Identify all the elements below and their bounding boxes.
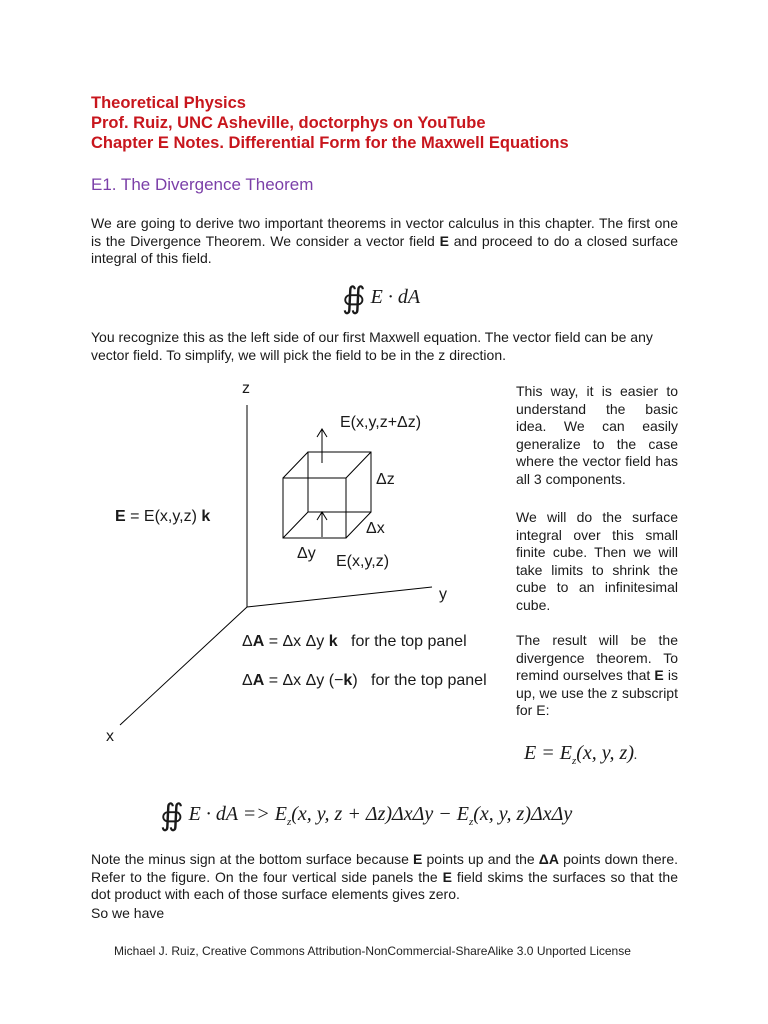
section-title: E1. The Divergence Theorem xyxy=(91,175,314,194)
eq3-subscript-2: z xyxy=(468,816,474,828)
eq3-lhs: E · dA xyxy=(188,803,238,825)
note-bold-da: ΔA xyxy=(538,851,559,867)
x-axis xyxy=(120,607,247,725)
top-field-label: E(x,y,z+Δz) xyxy=(340,414,422,431)
equation-closed-surface-integral xyxy=(342,276,421,315)
side-p3-bold-e: E xyxy=(654,667,664,683)
header-line-1: Theoretical Physics xyxy=(91,94,246,112)
da-bottom-post: ) for the top panel xyxy=(352,672,487,689)
da-top-post: for the top panel xyxy=(337,633,467,650)
eq3-end: (x, y, z)ΔxΔy xyxy=(473,803,573,825)
eq2-lhs: E = E xyxy=(524,742,572,764)
field-definition xyxy=(115,508,210,526)
note-text-g: field skims the surfaces so that the dot product with each of those surface elements gives zero. xyxy=(91,868,678,902)
cube xyxy=(283,452,371,538)
da-bottom-delta: Δ xyxy=(242,672,253,689)
da-bottom-mid: = Δx Δy (− xyxy=(264,672,344,689)
side-p3-text-a: The result will be the divergence theorem. To remind ourselves that xyxy=(516,632,678,683)
note-text-a: Note the minus sign at the bottom surface because xyxy=(91,851,414,867)
header-line-3: Chapter E Notes. Differential Form for the Maxwell Equations xyxy=(91,134,569,152)
dz-label: Δz xyxy=(376,471,395,488)
equation-surface-integral-result xyxy=(160,793,573,832)
side-paragraph-2: We will do the surface integral over this small finite cube. Then we will take limits to shrink the cube to an infinitesimal cube. xyxy=(516,509,678,613)
dy-label: Δy xyxy=(297,545,316,562)
eq3-subscript-1: z xyxy=(286,816,292,828)
eq2-subscript: z xyxy=(571,755,577,767)
bottom-field-label: E(x,y,z) xyxy=(336,553,390,570)
y-axis-label: y xyxy=(439,586,447,603)
field-def-e: E xyxy=(115,508,126,525)
equation-1-text: E · dA xyxy=(370,286,421,308)
note-text-c: points up and the xyxy=(422,851,539,867)
da-top-mid: = Δx Δy xyxy=(264,633,329,650)
intro-text-2: and proceed to do a closed surface integral of this field. xyxy=(91,232,678,266)
x-axis-label: x xyxy=(106,728,114,745)
eq3-arrow: => E xyxy=(237,803,287,825)
note-text-e: points down there. Refer to the figure. On the four vertical side panels the xyxy=(91,851,679,885)
da-top-definition xyxy=(242,633,467,651)
eq2-dot: . xyxy=(633,748,638,763)
da-top-a: A xyxy=(252,633,265,650)
intro-text-1: We are going to derive two important theorems in vector calculus in this chapter. The first one is the Divergence Theorem. We consider a vector field xyxy=(91,215,678,249)
note-bold-e-2: E xyxy=(442,868,452,885)
intro-paragraph xyxy=(91,215,678,268)
eq2-rhs: (x, y, z) xyxy=(576,742,634,764)
da-bottom-a: A xyxy=(252,672,265,689)
double-integral-symbol: ∯ xyxy=(342,282,366,315)
da-bottom-definition xyxy=(242,672,487,690)
da-top-k: k xyxy=(328,633,338,650)
paragraph-2: You recognize this as the left side of our first Maxwell equation. The vector field can be any vector field. To simplify, we will pick the field to be in the z direction. xyxy=(91,329,653,363)
note-paragraph xyxy=(91,851,678,904)
da-top-delta: Δ xyxy=(242,633,253,650)
license-footer: Michael J. Ruiz, Creative Commons Attribution-NonCommercial-ShareAlike 3.0 Unported License xyxy=(114,944,631,958)
header-line-2: Prof. Ruiz, UNC Asheville, doctorphys on YouTube xyxy=(91,114,486,132)
side-p3-text-b: is up, we use the z subscript for E: xyxy=(516,667,678,718)
so-we-have: So we have xyxy=(91,905,165,921)
y-axis xyxy=(247,587,432,607)
field-def-mid: = E(x,y,z) xyxy=(125,508,202,525)
intro-bold-e: E xyxy=(439,232,449,249)
da-bottom-k: k xyxy=(343,672,353,689)
document-header xyxy=(91,93,731,153)
side-paragraph-1: This way, it is easier to understand the basic idea. We can easily generalize to the case where the vector field has all 3 components. xyxy=(516,383,678,487)
double-integral-symbol-2: ∯ xyxy=(160,799,184,832)
note-bold-e-1: E xyxy=(413,851,423,867)
z-axis-label: z xyxy=(242,380,250,397)
eq3-mid: (x, y, z + Δz)ΔxΔy − E xyxy=(291,803,469,825)
equation-e-z xyxy=(524,742,637,767)
dx-label: Δx xyxy=(366,520,385,537)
field-arrows xyxy=(317,429,327,537)
field-def-k: k xyxy=(201,508,211,525)
side-paragraph-3 xyxy=(516,632,678,720)
